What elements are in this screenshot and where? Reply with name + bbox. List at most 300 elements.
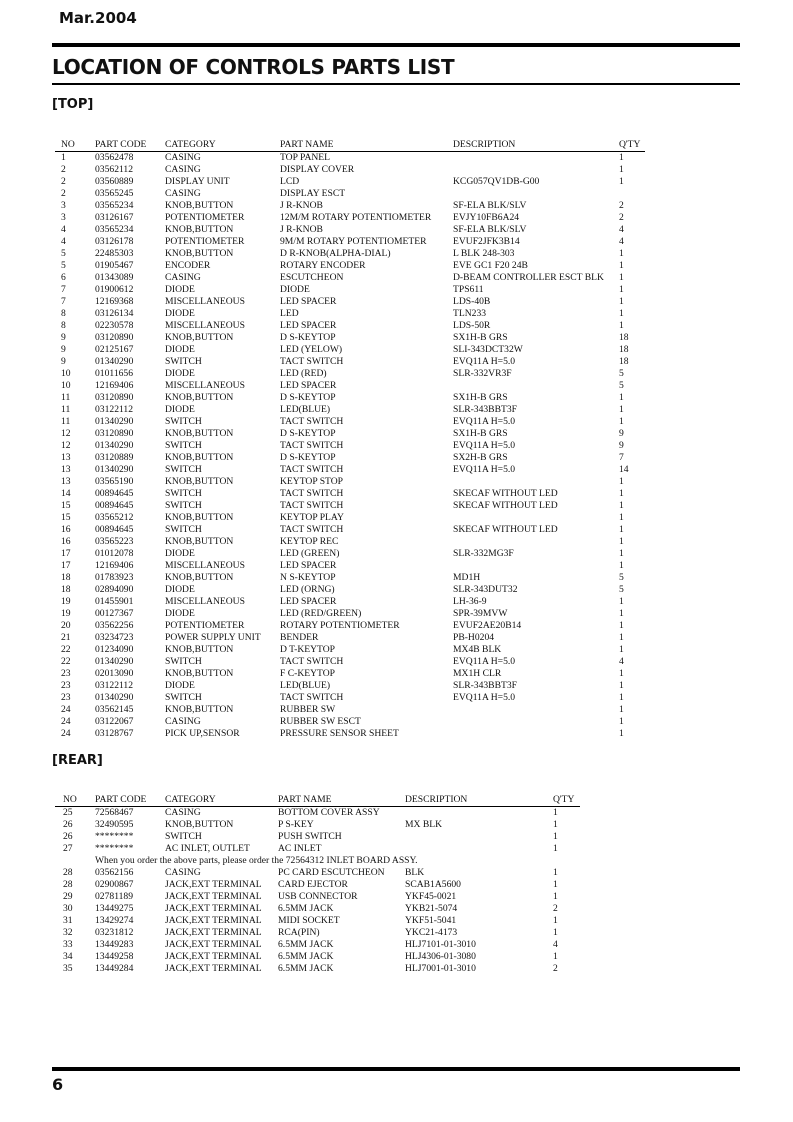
table-row [55,272,645,284]
row-no: 22 [61,644,71,655]
row-part-code: 01905467 [95,260,134,271]
row-part-code: 03562478 [95,152,134,163]
row-qty: 1 [619,560,624,571]
row-category: KNOB,BUTTON [165,332,234,343]
row-no: 18 [61,572,71,583]
table-row [55,855,580,867]
row-qty: 1 [619,152,624,163]
row-description: SX2H-B GRS [453,452,508,463]
table-row [55,831,580,843]
row-no: 2 [61,176,66,187]
row-category: JACK,EXT TERMINAL [165,915,262,926]
row-no: 26 [63,819,73,830]
table-row [55,236,645,248]
row-qty: 9 [619,440,624,451]
table-row [55,536,645,548]
table-row [55,392,645,404]
row-category: SWITCH [165,656,202,667]
row-description: SX1H-B GRS [453,392,508,403]
order-note: When you order the above parts, please order the 72564312 INLET BOARD ASSY. [95,855,418,866]
row-qty: 18 [619,344,629,355]
row-category: KNOB,BUTTON [165,452,234,463]
col-qty: Q'TY [553,794,575,805]
row-no: 26 [63,831,73,842]
row-no: 23 [61,680,71,691]
row-part-code: 03122112 [95,404,134,415]
row-part-name: LED (YELOW) [280,344,343,355]
row-no: 8 [61,320,66,331]
row-category: JACK,EXT TERMINAL [165,939,262,950]
row-category: KNOB,BUTTON [165,704,234,715]
table-row [55,320,645,332]
row-part-code: 01340290 [95,440,134,451]
row-part-name: TOP PANEL [280,152,331,163]
row-part-code: 03560889 [95,176,134,187]
row-part-code: 02230578 [95,320,134,331]
row-part-code: 72568467 [95,807,134,818]
table-row [55,248,645,260]
row-category: KNOB,BUTTON [165,572,234,583]
row-part-name: TACT SWITCH [280,500,344,511]
row-qty: 1 [619,500,624,511]
row-part-code: 01340290 [95,356,134,367]
row-no: 24 [61,728,71,739]
table-row [55,380,645,392]
row-part-code: 32490595 [95,819,134,830]
table-row [55,488,645,500]
table-row [55,843,580,855]
row-part-code: 03120890 [95,428,134,439]
row-description: EVQ11A H=5.0 [453,692,516,703]
row-category: CASING [165,716,201,727]
row-part-name: LED SPACER [280,560,337,571]
row-part-code: 12169368 [95,296,134,307]
row-no: 18 [61,584,71,595]
row-no: 19 [61,596,71,607]
row-part-code: 02013090 [95,668,134,679]
row-part-code: 03234723 [95,632,134,643]
row-description: LDS-40B [453,296,491,307]
row-category: MISCELLANEOUS [165,380,245,391]
table-row [55,440,645,452]
row-description: D-BEAM CONTROLLER ESCT BLK [453,272,604,283]
row-part-code: 13429274 [95,915,134,926]
row-no: 9 [61,344,66,355]
row-part-code: 02894090 [95,584,134,595]
row-qty: 1 [553,831,558,842]
row-part-code: 03120890 [95,392,134,403]
table-row [55,296,645,308]
row-no: 8 [61,308,66,319]
row-no: 28 [63,879,73,890]
footer-rule [52,1067,740,1071]
row-part-name: RCA(PIN) [278,927,320,938]
col-no: NO [63,794,77,805]
row-qty: 1 [553,867,558,878]
row-part-name: LED SPACER [280,296,337,307]
row-description: LDS-50R [453,320,491,331]
row-part-name: TACT SWITCH [280,692,344,703]
row-no: 13 [61,452,71,463]
row-part-name: D S-KEYTOP [280,332,336,343]
row-no: 1 [61,152,66,163]
row-no: 11 [61,392,71,403]
table-row [55,404,645,416]
row-qty: 1 [619,716,624,727]
row-category: KNOB,BUTTON [165,248,234,259]
row-no: 15 [61,500,71,511]
row-part-name: KEYTOP REC [280,536,339,547]
row-category: DIODE [165,404,195,415]
row-part-code: 03565234 [95,200,134,211]
row-part-code: 01340290 [95,656,134,667]
row-no: 24 [61,716,71,727]
row-description: SLR-332MG3F [453,548,514,559]
row-qty: 1 [619,164,624,175]
row-qty: 1 [553,879,558,890]
row-qty: 1 [619,596,624,607]
row-part-code: 01340290 [95,464,134,475]
row-description: PB-H0204 [453,632,495,643]
row-part-name: KEYTOP PLAY [280,512,344,523]
row-qty: 1 [619,488,624,499]
document-date: Mar.2004 [59,9,137,27]
row-qty: 1 [619,608,624,619]
row-qty: 1 [619,632,624,643]
row-qty: 9 [619,428,624,439]
row-description: LH-36-9 [453,596,487,607]
row-description: SLR-332VR3F [453,368,512,379]
row-part-name: N S-KEYTOP [280,572,336,583]
row-no: 20 [61,620,71,631]
row-category: CASING [165,867,201,878]
row-description: BLK [405,867,425,878]
row-no: 32 [63,927,73,938]
col-part-name: PART NAME [280,139,334,150]
row-description: MX4B BLK [453,644,502,655]
table-body [55,152,645,740]
row-category: CASING [165,188,201,199]
row-qty: 2 [619,200,624,211]
row-part-name: D S-KEYTOP [280,392,336,403]
table-row [55,963,580,975]
row-qty: 1 [619,704,624,715]
row-part-code: 03126134 [95,308,134,319]
row-no: 5 [61,260,66,271]
row-part-name: 9M/M ROTARY POTENTIOMETER [280,236,427,247]
row-part-code: 01011656 [95,368,134,379]
row-category: KNOB,BUTTON [165,200,234,211]
row-part-code: 03562256 [95,620,134,631]
row-category: MISCELLANEOUS [165,560,245,571]
row-no: 23 [61,668,71,679]
row-description: SF-ELA BLK/SLV [453,224,527,235]
table-header [55,139,645,151]
row-part-name: DIODE [280,284,310,295]
row-part-name: RUBBER SW ESCT [280,716,361,727]
row-description: TPS611 [453,284,484,295]
row-qty: 1 [553,891,558,902]
row-no: 17 [61,548,71,559]
row-category: KNOB,BUTTON [165,512,234,523]
row-no: 10 [61,368,71,379]
row-qty: 1 [619,620,624,631]
row-description: SX1H-B GRS [453,332,508,343]
row-description: EVUF2JFK3B14 [453,236,520,247]
row-description: EVJY10FB6A24 [453,212,520,223]
row-qty: 2 [553,963,558,974]
table-row [55,879,580,891]
table-row [55,680,645,692]
row-part-code: 13449283 [95,939,134,950]
row-part-name: D S-KEYTOP [280,428,336,439]
row-qty: 1 [619,260,624,271]
row-category: DIODE [165,584,195,595]
table-row [55,464,645,476]
row-part-name: TACT SWITCH [280,416,344,427]
row-part-name: LED (ORNG) [280,584,335,595]
table-row [55,668,645,680]
table-row [55,807,580,819]
row-category: DIODE [165,608,195,619]
row-part-name: D T-KEYTOP [280,644,335,655]
row-category: POTENTIOMETER [165,236,245,247]
row-description: SLR-343BBT3F [453,404,517,415]
row-category: SWITCH [165,464,202,475]
row-no: 31 [63,915,73,926]
row-part-name: ROTARY POTENTIOMETER [280,620,400,631]
row-qty: 1 [553,951,558,962]
row-part-code: 00894645 [95,488,134,499]
row-qty: 1 [619,536,624,547]
row-category: MISCELLANEOUS [165,320,245,331]
row-qty: 2 [553,903,558,914]
row-no: 34 [63,951,73,962]
row-qty: 4 [553,939,558,950]
row-part-code: 13449275 [95,903,134,914]
row-description: HLJ7001-01-3010 [405,963,476,974]
row-qty: 1 [619,512,624,523]
row-part-code: 03126167 [95,212,134,223]
table-row [55,548,645,560]
row-description: EVE GC1 F20 24B [453,260,528,271]
row-category: JACK,EXT TERMINAL [165,891,262,902]
row-category: AC INLET, OUTLET [165,843,250,854]
row-category: PICK UP,SENSOR [165,728,240,739]
row-qty: 1 [619,524,624,535]
row-qty: 2 [619,212,624,223]
row-category: SWITCH [165,416,202,427]
row-category: ENCODER [165,260,211,271]
row-part-name: BENDER [280,632,319,643]
row-description: YKF45-0021 [405,891,457,902]
table-row [55,716,645,728]
row-part-name: 12M/M ROTARY POTENTIOMETER [280,212,432,223]
row-part-code: 01900612 [95,284,134,295]
row-description: SLI-343DCT32W [453,344,523,355]
table-row [55,927,580,939]
row-part-code: 01340290 [95,416,134,427]
table-row [55,891,580,903]
table-row [55,344,645,356]
row-qty: 18 [619,332,629,343]
table-row [55,260,645,272]
row-category: DIODE [165,548,195,559]
row-part-code: ******** [95,831,134,842]
row-no: 4 [61,224,66,235]
row-part-name: LED SPACER [280,380,337,391]
row-qty: 4 [619,224,624,235]
row-qty: 1 [553,915,558,926]
row-part-name: TACT SWITCH [280,488,344,499]
table-row [55,476,645,488]
row-no: 7 [61,284,66,295]
row-category: CASING [165,152,201,163]
col-description: DESCRIPTION [405,794,468,805]
row-category: KNOB,BUTTON [165,392,234,403]
row-description: EVQ11A H=5.0 [453,464,516,475]
row-category: SWITCH [165,524,202,535]
row-part-name: LED SPACER [280,320,337,331]
row-qty: 1 [619,308,624,319]
table-row [55,704,645,716]
table-row [55,596,645,608]
table-row [55,164,645,176]
row-category: DISPLAY UNIT [165,176,230,187]
table-row [55,572,645,584]
row-qty: 18 [619,356,629,367]
row-no: 17 [61,560,71,571]
row-no: 14 [61,488,71,499]
col-category: CATEGORY [165,139,216,150]
row-qty: 1 [619,248,624,259]
row-no: 19 [61,608,71,619]
row-category: DIODE [165,368,195,379]
row-part-name: PC CARD ESCUTCHEON [278,867,385,878]
row-part-code: 00127367 [95,608,134,619]
row-qty: 4 [619,656,624,667]
row-no: 12 [61,440,71,451]
row-part-code: 02125167 [95,344,134,355]
row-description: KCG057QV1DB-G00 [453,176,540,187]
row-description: L BLK 248-303 [453,248,515,259]
row-part-name: 6.5MM JACK [278,951,334,962]
row-category: CASING [165,164,201,175]
row-category: CASING [165,807,201,818]
table-row [55,867,580,879]
row-category: SWITCH [165,356,202,367]
row-part-code: 02781189 [95,891,134,902]
row-description: MX1H CLR [453,668,502,679]
row-part-code: 12169406 [95,560,134,571]
row-part-name: 6.5MM JACK [278,963,334,974]
row-no: 28 [63,867,73,878]
row-no: 2 [61,164,66,175]
row-qty: 14 [619,464,629,475]
row-part-code: 03122112 [95,680,134,691]
row-part-name: BOTTOM COVER ASSY [278,807,380,818]
row-part-name: D R-KNOB(ALPHA-DIAL) [280,248,391,259]
row-no: 29 [63,891,73,902]
row-qty: 1 [619,176,624,187]
row-description: EVQ11A H=5.0 [453,440,516,451]
row-description: HLJ7101-01-3010 [405,939,476,950]
row-category: SWITCH [165,831,202,842]
header-rule [52,43,740,47]
row-no: 22 [61,656,71,667]
row-part-code: 03120889 [95,452,134,463]
row-qty: 1 [619,548,624,559]
row-part-name: LED [280,308,299,319]
row-part-code: 03128767 [95,728,134,739]
row-no: 10 [61,380,71,391]
row-description: SLR-343DUT32 [453,584,518,595]
table-row [55,608,645,620]
row-qty: 1 [619,404,624,415]
row-description: SKECAF WITHOUT LED [453,524,558,535]
row-qty: 1 [619,392,624,403]
top-parts-table [55,139,645,740]
table-row [55,560,645,572]
row-qty: 4 [619,236,624,247]
row-no: 11 [61,416,71,427]
row-no: 23 [61,692,71,703]
table-row [55,284,645,296]
page-number: 6 [52,1075,64,1094]
row-part-code: 01783923 [95,572,134,583]
row-part-code: 03231812 [95,927,134,938]
row-category: JACK,EXT TERMINAL [165,963,262,974]
row-description: YKF51-5041 [405,915,457,926]
row-part-name: DISPLAY ESCT [280,188,346,199]
row-qty: 1 [619,284,624,295]
row-no: 3 [61,200,66,211]
row-part-code: 03126178 [95,236,134,247]
row-no: 16 [61,536,71,547]
row-part-code: 01343089 [95,272,134,283]
row-qty: 1 [619,692,624,703]
row-part-name: USB CONNECTOR [278,891,358,902]
row-part-code: 01234090 [95,644,134,655]
row-category: SWITCH [165,488,202,499]
row-category: SWITCH [165,692,202,703]
row-part-code: 03120890 [95,332,134,343]
row-no: 33 [63,939,73,950]
row-part-name: TACT SWITCH [280,440,344,451]
row-no: 27 [63,843,73,854]
row-description: SCAB1A5600 [405,879,461,890]
row-category: JACK,EXT TERMINAL [165,951,262,962]
row-qty: 1 [619,680,624,691]
table-body [55,807,580,975]
row-category: KNOB,BUTTON [165,428,234,439]
row-no: 13 [61,476,71,487]
row-part-code: 03565234 [95,224,134,235]
row-part-name: MIDI SOCKET [278,915,340,926]
row-category: KNOB,BUTTON [165,224,234,235]
table-row [55,620,645,632]
row-qty: 5 [619,584,624,595]
row-no: 13 [61,464,71,475]
row-no: 9 [61,332,66,343]
table-row [55,356,645,368]
table-row [55,416,645,428]
row-part-code: 01340290 [95,692,134,703]
row-part-name: PUSH SWITCH [278,831,342,842]
page-title: LOCATION OF CONTROLS PARTS LIST [52,55,455,79]
table-row [55,728,645,740]
table-row [55,200,645,212]
